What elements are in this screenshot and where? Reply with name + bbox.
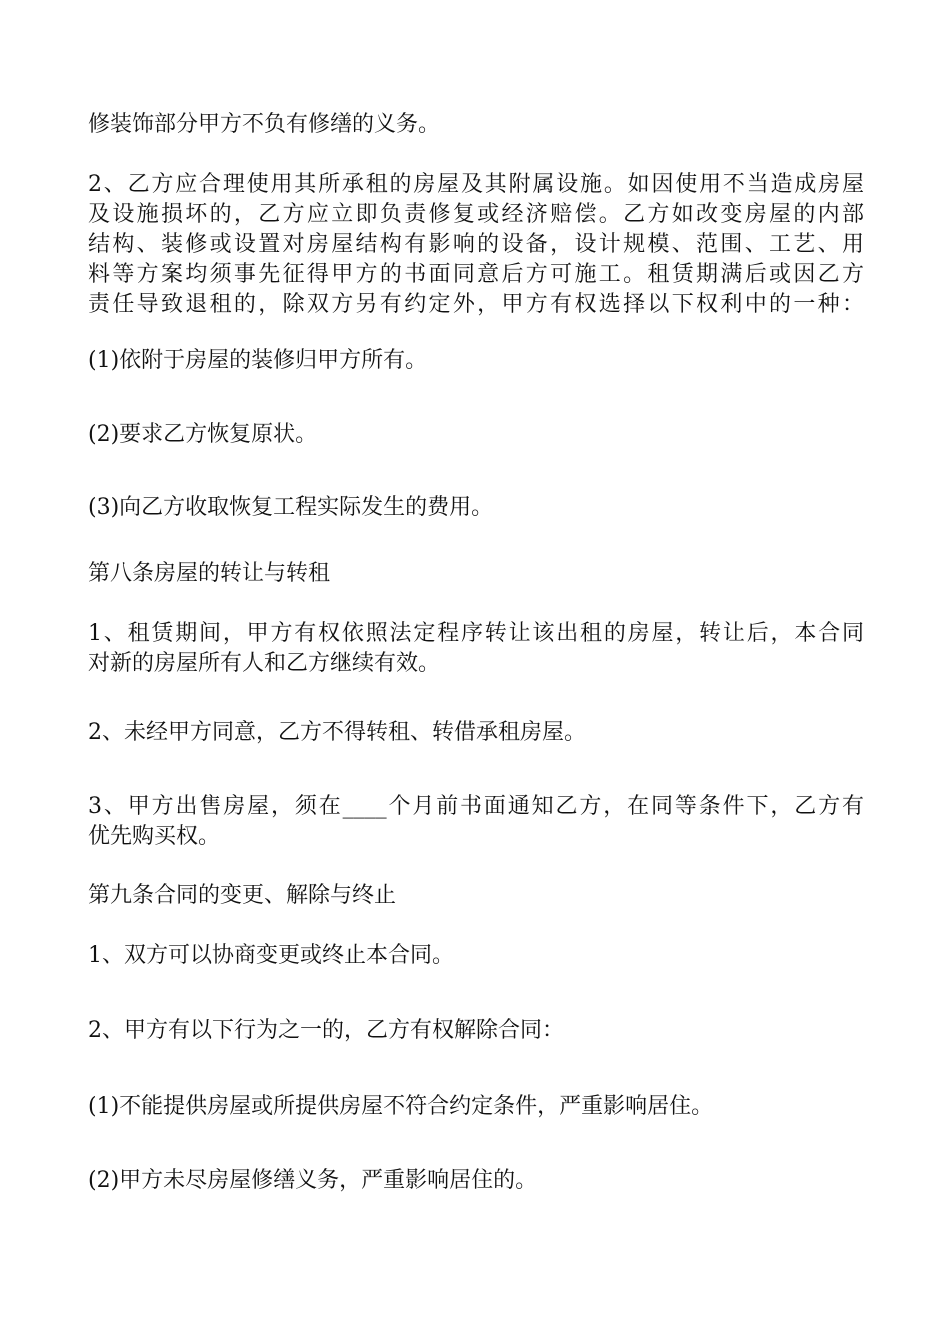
paragraph-line: 2、乙方应合理使用其所承租的房屋及其附属设施。如因使用不当造成房屋 bbox=[88, 172, 864, 197]
paragraph-repair-decoration: 修装饰部分甲方不负有修缮的义务。 bbox=[88, 112, 441, 137]
list-item: (1)不能提供房屋或所提供房屋不符合约定条件，严重影响居住。 bbox=[88, 1094, 714, 1119]
section-heading-article-8: 第八条房屋的转让与转租 bbox=[88, 561, 331, 586]
paragraph-sale-notice bbox=[88, 792, 864, 852]
paragraph-negotiate-change: 1、双方可以协商变更或终止本合同。 bbox=[88, 943, 454, 968]
paragraph-line: 1、租赁期间，甲方有权依照法定程序转让该出租的房屋，转让后，本合同 bbox=[88, 621, 864, 646]
paragraph-line: 3、甲方出售房屋，须在____个月前书面通知乙方，在同等条件下，乙方有 bbox=[88, 794, 864, 819]
paragraph-termination-conditions: 2、甲方有以下行为之一的，乙方有权解除合同： bbox=[88, 1018, 564, 1043]
paragraph-line: 及设施损坏的，乙方应立即负责修复或经济赔偿。乙方如改变房屋的内部 bbox=[88, 202, 864, 227]
paragraph-no-sublet: 2、未经甲方同意，乙方不得转租、转借承租房屋。 bbox=[88, 720, 586, 745]
paragraph-line: 料等方案均须事先征得甲方的书面同意后方可施工。租赁期满后或因乙方 bbox=[88, 262, 864, 287]
list-item: (2)要求乙方恢复原状。 bbox=[88, 422, 318, 447]
paragraph-line: 优先购买权。 bbox=[88, 824, 221, 849]
section-heading-article-9: 第九条合同的变更、解除与终止 bbox=[88, 883, 397, 908]
list-item: (2)甲方未尽房屋修缮义务，严重影响居住的。 bbox=[88, 1168, 538, 1193]
paragraph-line: 对新的房屋所有人和乙方继续有效。 bbox=[88, 651, 441, 676]
paragraph-lessee-use bbox=[88, 170, 864, 320]
list-item: (3)向乙方收取恢复工程实际发生的费用。 bbox=[88, 495, 494, 520]
paragraph-line: 责任导致退租的，除双方另有约定外，甲方有权选择以下权利中的一种： bbox=[88, 292, 864, 317]
paragraph-transfer bbox=[88, 619, 864, 679]
paragraph-line: 结构、装修或设置对房屋结构有影响的设备，设计规模、范围、工艺、用 bbox=[88, 232, 864, 257]
list-item: (1)依附于房屋的装修归甲方所有。 bbox=[88, 348, 428, 373]
